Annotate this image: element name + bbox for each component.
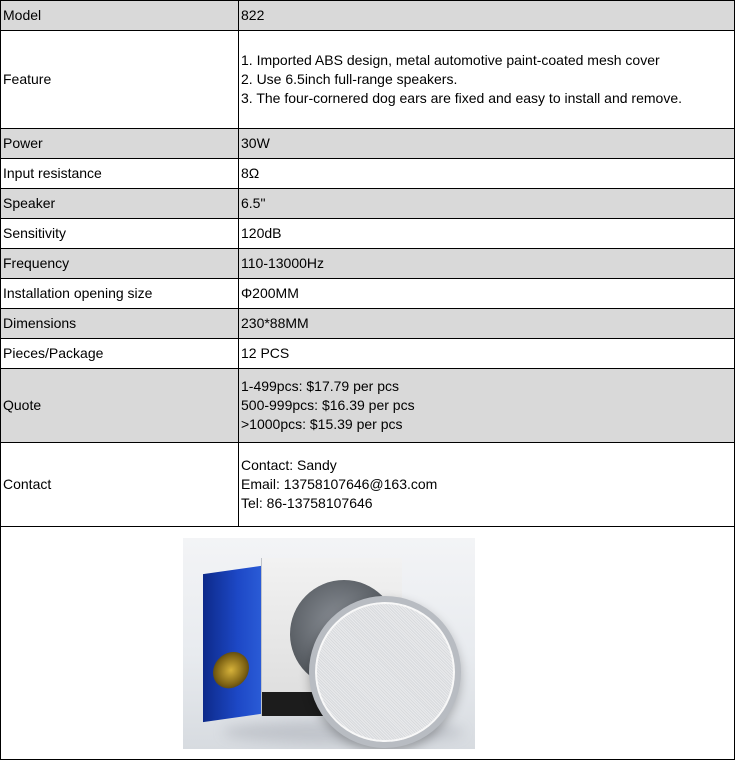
spec-row-model xyxy=(1,1,735,31)
spec-value xyxy=(239,339,735,369)
package-box-side xyxy=(203,565,261,721)
spec-value-line: 230*88MM xyxy=(241,315,309,331)
spec-value xyxy=(239,443,735,527)
speaker-emblem-icon xyxy=(213,649,249,690)
spec-value xyxy=(239,159,735,189)
spec-value-line: 1-499pcs: $17.79 per pcs xyxy=(241,378,399,394)
speaker-grill-icon xyxy=(309,596,461,748)
spec-value-line: 8Ω xyxy=(241,165,260,181)
spec-value-line: 3. The four-cornered dog ears are fixed and easy to install and remove. xyxy=(241,90,682,106)
spec-value-line: 822 xyxy=(241,7,265,23)
spec-label: Input resistance xyxy=(1,159,239,189)
spec-value-line: 30W xyxy=(241,135,270,151)
spec-value xyxy=(239,129,735,159)
spec-value-line: 120dB xyxy=(241,225,282,241)
spec-label: Installation opening size xyxy=(1,279,239,309)
spec-row-contact xyxy=(1,443,735,527)
spec-row-power xyxy=(1,129,735,159)
spec-value-line: 110-13000Hz xyxy=(241,255,325,271)
spec-value-line: Tel: 86-13758107646 xyxy=(241,495,373,511)
spec-value xyxy=(239,31,735,129)
spec-row-quote xyxy=(1,369,735,443)
spec-value-line: 500-999pcs: $16.39 per pcs xyxy=(241,397,415,413)
spec-label: Sensitivity xyxy=(1,219,239,249)
spec-value-line: Contact: Sandy xyxy=(241,457,337,473)
spec-row-feature xyxy=(1,31,735,129)
spec-value-line: Email: 13758107646@163.com xyxy=(241,476,438,492)
spec-value-line: 12 PCS xyxy=(241,345,290,361)
spec-value xyxy=(239,1,735,31)
spec-row-frequency xyxy=(1,249,735,279)
spec-value-line: >1000pcs: $15.39 per pcs xyxy=(241,416,403,432)
spec-value xyxy=(239,309,735,339)
spec-value xyxy=(239,219,735,249)
spec-label: Dimensions xyxy=(1,309,239,339)
ceiling-speaker-photo xyxy=(183,538,475,749)
spec-value xyxy=(239,189,735,219)
spec-label: Speaker xyxy=(1,189,239,219)
spec-row-installation-opening-size xyxy=(1,279,735,309)
spec-label: Pieces/Package xyxy=(1,339,239,369)
spec-row-speaker xyxy=(1,189,735,219)
spec-row-pieces-package xyxy=(1,339,735,369)
spec-label: Feature xyxy=(1,31,239,129)
spec-label: Contact xyxy=(1,443,239,527)
spec-row-dimensions xyxy=(1,309,735,339)
spec-row-sensitivity xyxy=(1,219,735,249)
spec-row-input-resistance xyxy=(1,159,735,189)
spec-value xyxy=(239,369,735,443)
spec-label: Power xyxy=(1,129,239,159)
spec-label: Model xyxy=(1,1,239,31)
spec-value-line: 6.5" xyxy=(241,195,266,211)
spec-value-line: Φ200MM xyxy=(241,285,299,301)
photo-row xyxy=(1,527,735,760)
spec-label: Frequency xyxy=(1,249,239,279)
spec-value-line: 2. Use 6.5inch full-range speakers. xyxy=(241,71,458,87)
spec-label: Quote xyxy=(1,369,239,443)
spec-value xyxy=(239,249,735,279)
spec-value-line: 1. Imported ABS design, metal automotive paint-coated mesh cover xyxy=(241,52,660,68)
spec-value xyxy=(239,279,735,309)
photo-cell xyxy=(1,527,735,760)
